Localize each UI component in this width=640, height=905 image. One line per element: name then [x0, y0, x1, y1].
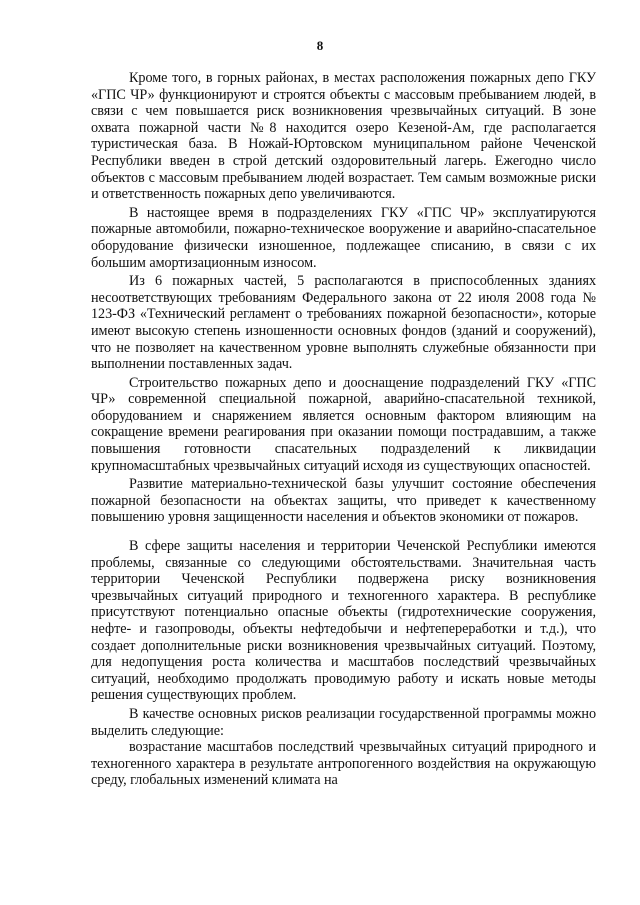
- paragraph: В настоящее время в подразделениях ГКУ «ГПС ЧР» эксплуатируются пожарные автомобили, пожарно-техническое вооружение и аварийно-спасательное оборудование физически изношенное, подлежащее списанию, в связи с их большим амортизационным износом.: [91, 204, 596, 271]
- paragraph: Строительство пожарных депо и дооснащение подразделений ГКУ «ГПС ЧР» современной специальной пожарной, аварийно-спасательной техникой, оборудованием и снаряжением является основным фактором влияющим на сокращение времени реагирования при оказании помощи пострадавшим, а также повышения готовности спасательных подразделений к ликвидации крупномасштабных чрезвычайных ситуаций исходя из существующих опасностей.: [91, 374, 596, 474]
- paragraph: В сфере защиты населения и территории Чеченской Республики имеются проблемы, связанные со следующими обстоятельствами. Значительная часть территории Чеченской Республики подвержена риску возникновения чрезвычайных ситуаций природного и техногенного характера. В республике присутствуют потенциально опасные объекты (гидротехнические сооружения, нефте- и газопроводы, объекты нефтедобычи и нефтепереработки и т.д.), что создает дополнительные риски возникновения чрезвычайных ситуаций. Поэтому, для недопущения роста количества и масштабов последствий чрезвычайных ситуаций, необходимо продолжать проводимую работу и искать новые методы решения существующих проблем.: [91, 538, 596, 704]
- paragraph: Развитие материально-технической базы улучшит состояние обеспечения пожарной безопасности на объектах защиты, что приведет к качественному повышению уровня защищенности населения и объектов экономики от пожаров.: [91, 476, 596, 526]
- paragraph: Из 6 пожарных частей, 5 располагаются в приспособленных зданиях несоответствующих требованиям Федерального закона от 22 июля 2008 года № 123-ФЗ «Технический регламент о требованиях пожарной безопасности», которые имеют высокую степень изношенности основных фондов (зданий и сооружений), что не позволяет на качественном уровне выполнять служебные обязанности при выполнении поставленных задач.: [91, 273, 596, 373]
- page-number: 8: [316, 38, 324, 53]
- document-body: [91, 70, 596, 789]
- paragraph: Кроме того, в горных районах, в местах расположения пожарных депо ГКУ «ГПС ЧР» функционируют и строятся объекты с массовым пребыванием людей, в связи с чем повышается риск возникновения чрезвычайных ситуаций. В зоне охвата пожарной части №8 находится озеро Кезеной-Ам, где располагается туристическая база. В Ножай-Юртовском муниципальном районе Чеченской Республики введен в строй детский оздоровительный лагерь. Ежегодно число объектов с массовым пребыванием людей возрастает. Тем самым возможные риски и ответственность пожарных депо увеличиваются.: [91, 70, 596, 203]
- paragraph: В качестве основных рисков реализации государственной программы можно выделить следующие:: [91, 705, 596, 739]
- list-item: возрастание масштабов последствий чрезвычайных ситуаций природного и техногенного характера в результате антропогенного воздействия на окружающую среду, глобальных изменений климата на: [91, 739, 596, 789]
